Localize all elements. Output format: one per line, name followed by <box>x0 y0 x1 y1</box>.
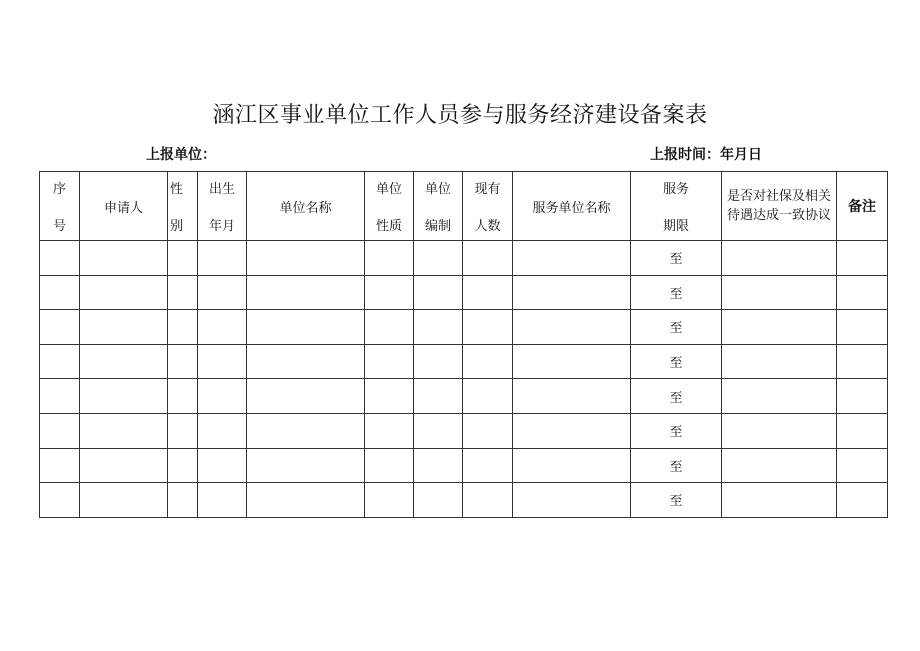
cell-gender[interactable] <box>168 275 198 310</box>
cell-headcount[interactable] <box>463 483 513 518</box>
header-unit-nature: 单位 性质 <box>365 172 414 241</box>
cell-service-unit-name[interactable] <box>513 344 631 379</box>
cell-applicant[interactable] <box>80 483 168 518</box>
period-separator: 至 <box>669 321 683 337</box>
cell-unit-nature[interactable] <box>365 413 414 448</box>
cell-applicant[interactable] <box>80 344 168 379</box>
cell-seq[interactable] <box>40 344 80 379</box>
cell-gender[interactable] <box>168 344 198 379</box>
header-service-period: 服务 期限 <box>631 172 722 241</box>
period-separator: 至 <box>669 252 683 268</box>
cell-service-unit-name[interactable] <box>513 379 631 414</box>
cell-agreement[interactable] <box>722 448 837 483</box>
cell-unit-staffing[interactable] <box>414 275 463 310</box>
report-time-label: 上报时间：年月日 <box>650 147 762 163</box>
cell-gender[interactable] <box>168 241 198 276</box>
cell-agreement[interactable] <box>722 483 837 518</box>
header-gender: 性 别 <box>168 172 198 241</box>
table-row <box>40 241 888 276</box>
cell-service-period[interactable] <box>631 448 722 483</box>
report-unit-label: 上报单位： <box>146 147 216 163</box>
cell-agreement[interactable] <box>722 344 837 379</box>
registration-table <box>39 171 888 518</box>
cell-unit-staffing[interactable] <box>414 379 463 414</box>
table-row <box>40 344 888 379</box>
cell-applicant[interactable] <box>80 275 168 310</box>
cell-headcount[interactable] <box>463 448 513 483</box>
cell-seq[interactable] <box>40 413 80 448</box>
cell-unit-name[interactable] <box>247 448 365 483</box>
period-separator: 至 <box>669 356 683 372</box>
cell-agreement[interactable] <box>722 379 837 414</box>
cell-seq[interactable] <box>40 379 80 414</box>
cell-unit-nature[interactable] <box>365 379 414 414</box>
cell-service-unit-name[interactable] <box>513 483 631 518</box>
table-row <box>40 448 888 483</box>
cell-unit-staffing[interactable] <box>414 241 463 276</box>
cell-remarks[interactable] <box>837 379 888 414</box>
cell-headcount[interactable] <box>463 344 513 379</box>
cell-service-period[interactable] <box>631 413 722 448</box>
cell-service-unit-name[interactable] <box>513 448 631 483</box>
cell-remarks[interactable] <box>837 344 888 379</box>
cell-headcount[interactable] <box>463 241 513 276</box>
cell-service-period[interactable] <box>631 310 722 345</box>
cell-service-unit-name[interactable] <box>513 241 631 276</box>
cell-service-period[interactable] <box>631 241 722 276</box>
cell-gender[interactable] <box>168 483 198 518</box>
cell-unit-nature[interactable] <box>365 310 414 345</box>
table-row <box>40 379 888 414</box>
cell-unit-nature[interactable] <box>365 275 414 310</box>
cell-unit-staffing[interactable] <box>414 413 463 448</box>
header-unit-name: 单位名称 <box>247 172 365 241</box>
cell-unit-name[interactable] <box>247 413 365 448</box>
cell-birth[interactable] <box>198 448 247 483</box>
cell-birth[interactable] <box>198 379 247 414</box>
cell-remarks[interactable] <box>837 275 888 310</box>
cell-headcount[interactable] <box>463 413 513 448</box>
cell-unit-name[interactable] <box>247 379 365 414</box>
period-separator: 至 <box>669 459 683 475</box>
cell-unit-name[interactable] <box>247 275 365 310</box>
cell-birth[interactable] <box>198 413 247 448</box>
period-separator: 至 <box>669 390 683 406</box>
cell-gender[interactable] <box>168 310 198 345</box>
cell-service-unit-name[interactable] <box>513 275 631 310</box>
cell-unit-nature[interactable] <box>365 448 414 483</box>
cell-headcount[interactable] <box>463 379 513 414</box>
table-header-row <box>40 172 888 241</box>
cell-service-unit-name[interactable] <box>513 413 631 448</box>
cell-applicant[interactable] <box>80 379 168 414</box>
table-row <box>40 413 888 448</box>
header-headcount: 现有 人数 <box>463 172 513 241</box>
cell-seq[interactable] <box>40 310 80 345</box>
cell-headcount[interactable] <box>463 310 513 345</box>
page-title: 涵江区事业单位工作人员参与服务经济建设备案表 <box>212 103 708 128</box>
header-birth: 出生 年月 <box>198 172 247 241</box>
cell-unit-nature[interactable] <box>365 483 414 518</box>
header-remarks: 备注 <box>837 172 888 241</box>
table-row <box>40 310 888 345</box>
header-unit-staffing: 单位 编制 <box>414 172 463 241</box>
cell-remarks[interactable] <box>837 448 888 483</box>
cell-seq[interactable] <box>40 275 80 310</box>
cell-gender[interactable] <box>168 379 198 414</box>
cell-seq[interactable] <box>40 483 80 518</box>
cell-birth[interactable] <box>198 275 247 310</box>
cell-birth[interactable] <box>198 483 247 518</box>
cell-unit-staffing[interactable] <box>414 483 463 518</box>
cell-service-period[interactable] <box>631 379 722 414</box>
cell-seq[interactable] <box>40 448 80 483</box>
cell-unit-name[interactable] <box>247 344 365 379</box>
period-separator: 至 <box>669 494 683 510</box>
cell-remarks[interactable] <box>837 310 888 345</box>
cell-seq[interactable] <box>40 241 80 276</box>
cell-service-unit-name[interactable] <box>513 310 631 345</box>
header-seq: 序 号 <box>40 172 80 241</box>
cell-unit-name[interactable] <box>247 310 365 345</box>
period-separator: 至 <box>669 425 683 441</box>
cell-remarks[interactable] <box>837 241 888 276</box>
cell-agreement[interactable] <box>722 241 837 276</box>
cell-unit-staffing[interactable] <box>414 310 463 345</box>
cell-agreement[interactable] <box>722 275 837 310</box>
cell-applicant[interactable] <box>80 310 168 345</box>
cell-unit-name[interactable] <box>247 241 365 276</box>
table-row <box>40 275 888 310</box>
cell-service-period[interactable] <box>631 483 722 518</box>
cell-service-period[interactable] <box>631 344 722 379</box>
cell-headcount[interactable] <box>463 275 513 310</box>
cell-gender[interactable] <box>168 448 198 483</box>
cell-birth[interactable] <box>198 241 247 276</box>
header-service-unit-name: 服务单位名称 <box>513 172 631 241</box>
cell-remarks[interactable] <box>837 413 888 448</box>
header-social-security-agreement: 是否对社保及相关待遇达成一致协议 <box>722 172 837 241</box>
cell-unit-nature[interactable] <box>365 241 414 276</box>
cell-unit-name[interactable] <box>247 483 365 518</box>
cell-agreement[interactable] <box>722 413 837 448</box>
cell-agreement[interactable] <box>722 310 837 345</box>
cell-birth[interactable] <box>198 344 247 379</box>
cell-applicant[interactable] <box>80 413 168 448</box>
cell-unit-staffing[interactable] <box>414 344 463 379</box>
cell-remarks[interactable] <box>837 483 888 518</box>
cell-unit-staffing[interactable] <box>414 448 463 483</box>
table-row <box>40 483 888 518</box>
period-separator: 至 <box>669 286 683 302</box>
cell-unit-nature[interactable] <box>365 344 414 379</box>
header-applicant: 申请人 <box>80 172 168 241</box>
cell-applicant[interactable] <box>80 448 168 483</box>
cell-birth[interactable] <box>198 310 247 345</box>
cell-applicant[interactable] <box>80 241 168 276</box>
cell-gender[interactable] <box>168 413 198 448</box>
cell-service-period[interactable] <box>631 275 722 310</box>
